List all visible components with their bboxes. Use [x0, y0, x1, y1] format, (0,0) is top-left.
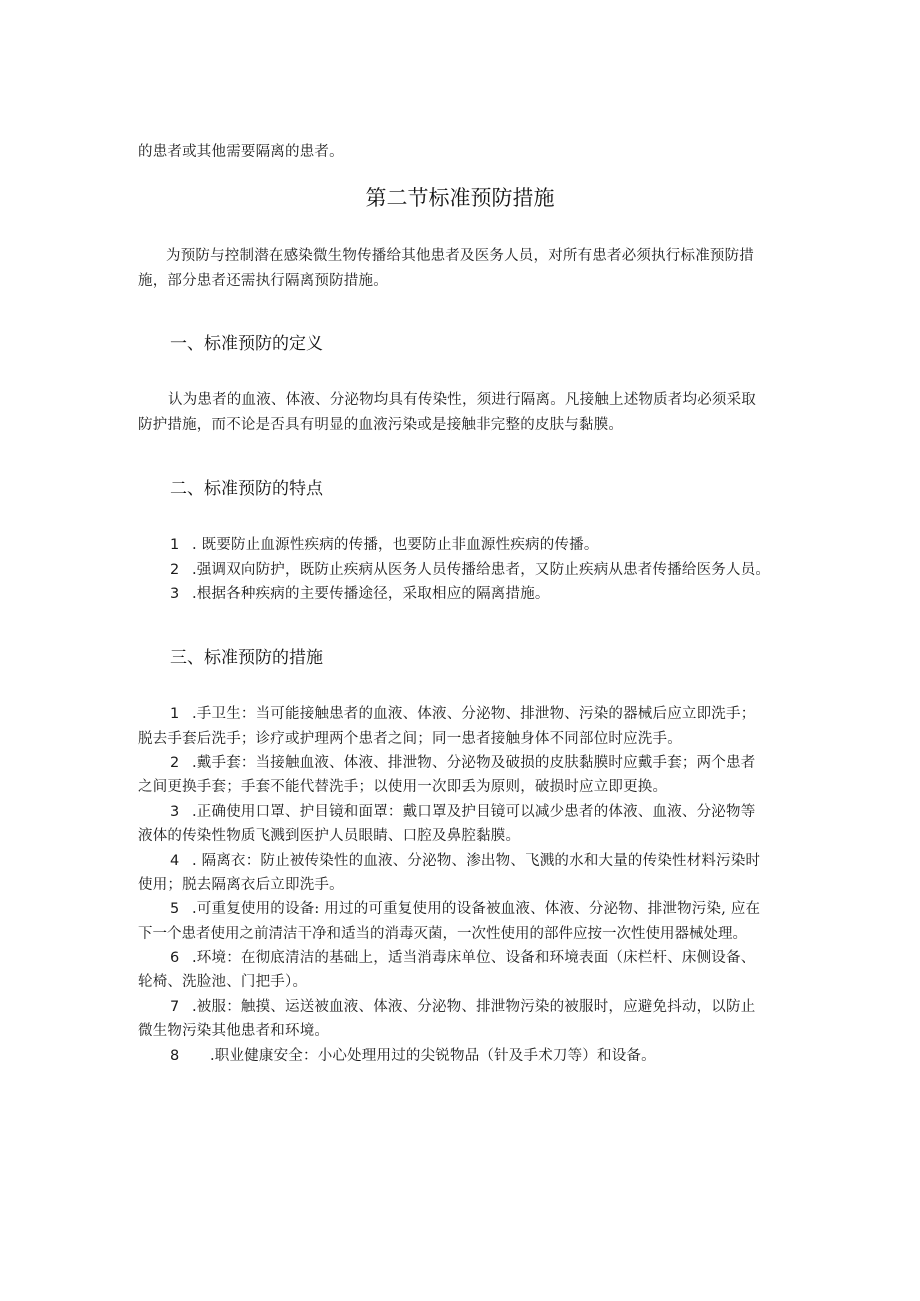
intro-fragment: 的患者或其他需要隔离的患者。: [138, 144, 344, 160]
section-3-item-6-line-2: 轮椅、洗脸池、门把手）。: [138, 974, 308, 990]
section-3-heading: 三、标准预防的措施: [170, 648, 323, 668]
intro-paragraph-line-1: 为预防与控制潜在感染微生物传播给其他患者及医务人员，对所有患者必须执行标准预防措: [166, 248, 754, 264]
item-text: .可重复使用的设备: 用过的可重复使用的设备被血液、体液、分泌物、排泄物污染, 应在: [192, 901, 761, 917]
section-3-item-1-line-2: 脱去手套后洗手；诊疗或护理两个患者之间；同一患者接触身体不同部位时应洗手。: [138, 731, 682, 747]
item-text: . 隔离衣：防止被传染性的血液、分泌物、渗出物、飞溅的水和大量的传染性材料污染时: [192, 853, 761, 869]
item-text: .根据各种疾病的主要传播途径，采取相应的隔离措施。: [192, 586, 550, 602]
section-3-item-1-line-1: [170, 704, 755, 724]
section-3-item-2-line-2: 之间更换手套；手套不能代替洗手；以使用一次即丢为原则，破损时应立即更换。: [138, 779, 668, 795]
section-3-item-8-line-1: [170, 1046, 656, 1066]
section-1-line-2: 防护措施，而不论是否具有明显的血液污染或是接触非完整的皮肤与黏膜。: [138, 417, 624, 433]
item-text: .被服：触摸、运送被血液、体液、分泌物、排泄物污染的被服时，应避免抖动，以防止: [192, 999, 756, 1015]
item-number: 1: [170, 706, 180, 722]
section-3-item-2-line-1: [170, 753, 755, 773]
section-1-heading: 一、标准预防的定义: [170, 334, 323, 354]
item-text: .戴手套：当接触血液、体液、排泄物、分泌物及破损的皮肤黏膜时应戴手套；两个患者: [192, 755, 756, 771]
section-2-item-1: [170, 535, 599, 555]
item-number: 7: [170, 999, 180, 1015]
item-text: .职业健康安全：小心处理用过的尖锐物品（针及手术刀等）和设备。: [210, 1048, 656, 1064]
section-3-item-4-line-2: 使用；脱去隔离衣后立即洗手。: [138, 877, 344, 893]
item-text: .强调双向防护，既防止疾病从医务人员传播给患者，又防止疾病从患者传播给医务人员。: [192, 562, 771, 578]
item-number: 1: [170, 537, 180, 553]
item-text: .环境：在彻底清洁的基础上，适当消毒床单位、设备和环境表面（床栏杆、床侧设备、: [192, 950, 756, 966]
page-title: 第二节标准预防措施: [365, 186, 555, 210]
section-3-item-6-line-1: [170, 948, 755, 968]
item-number: 2: [170, 562, 180, 578]
section-3-item-7-line-2: 微生物污染其他患者和环境。: [138, 1023, 330, 1039]
item-text: .手卫生：当可能接触患者的血液、体液、分泌物、排泄物、污染的器械后应立即洗手；: [192, 706, 756, 722]
item-number: 3: [170, 586, 180, 602]
section-3-item-4-line-1: [170, 851, 760, 871]
section-3-item-3-line-1: [170, 802, 755, 822]
item-number: 3: [170, 804, 180, 820]
item-text: .正确使用口罩、护目镜和面罩：戴口罩及护目镜可以减少患者的体液、血液、分泌物等: [192, 804, 756, 820]
section-2-item-2: [170, 560, 770, 580]
item-number: 8: [170, 1048, 180, 1064]
item-number: 2: [170, 755, 180, 771]
section-3-item-5-line-1: [170, 899, 760, 919]
item-text: . 既要防止血源性疾病的传播，也要防止非血源性疾病的传播。: [192, 537, 599, 553]
section-2-item-3: [170, 584, 550, 604]
section-2-heading: 二、标准预防的特点: [170, 479, 323, 499]
item-number: 4: [170, 853, 180, 869]
item-number: 6: [170, 950, 180, 966]
section-1-line-1: 认为患者的血液、体液、分泌物均具有传染性，须进行隔离。凡接触上述物质者均必须采取: [168, 392, 756, 408]
item-number: 5: [170, 901, 180, 917]
intro-paragraph-line-2: 施，部分患者还需执行隔离预防措施。: [138, 273, 388, 289]
section-3-item-5-line-2: 下一个患者使用之前清洁干净和适当的消毒灭菌，一次性使用的部件应按一次性使用器械处理。: [138, 926, 747, 942]
section-3-item-7-line-1: [170, 997, 755, 1017]
section-3-item-3-line-2: 液体的传染性物质飞溅到医护人员眼睛、口腔及鼻腔黏膜。: [138, 828, 521, 844]
